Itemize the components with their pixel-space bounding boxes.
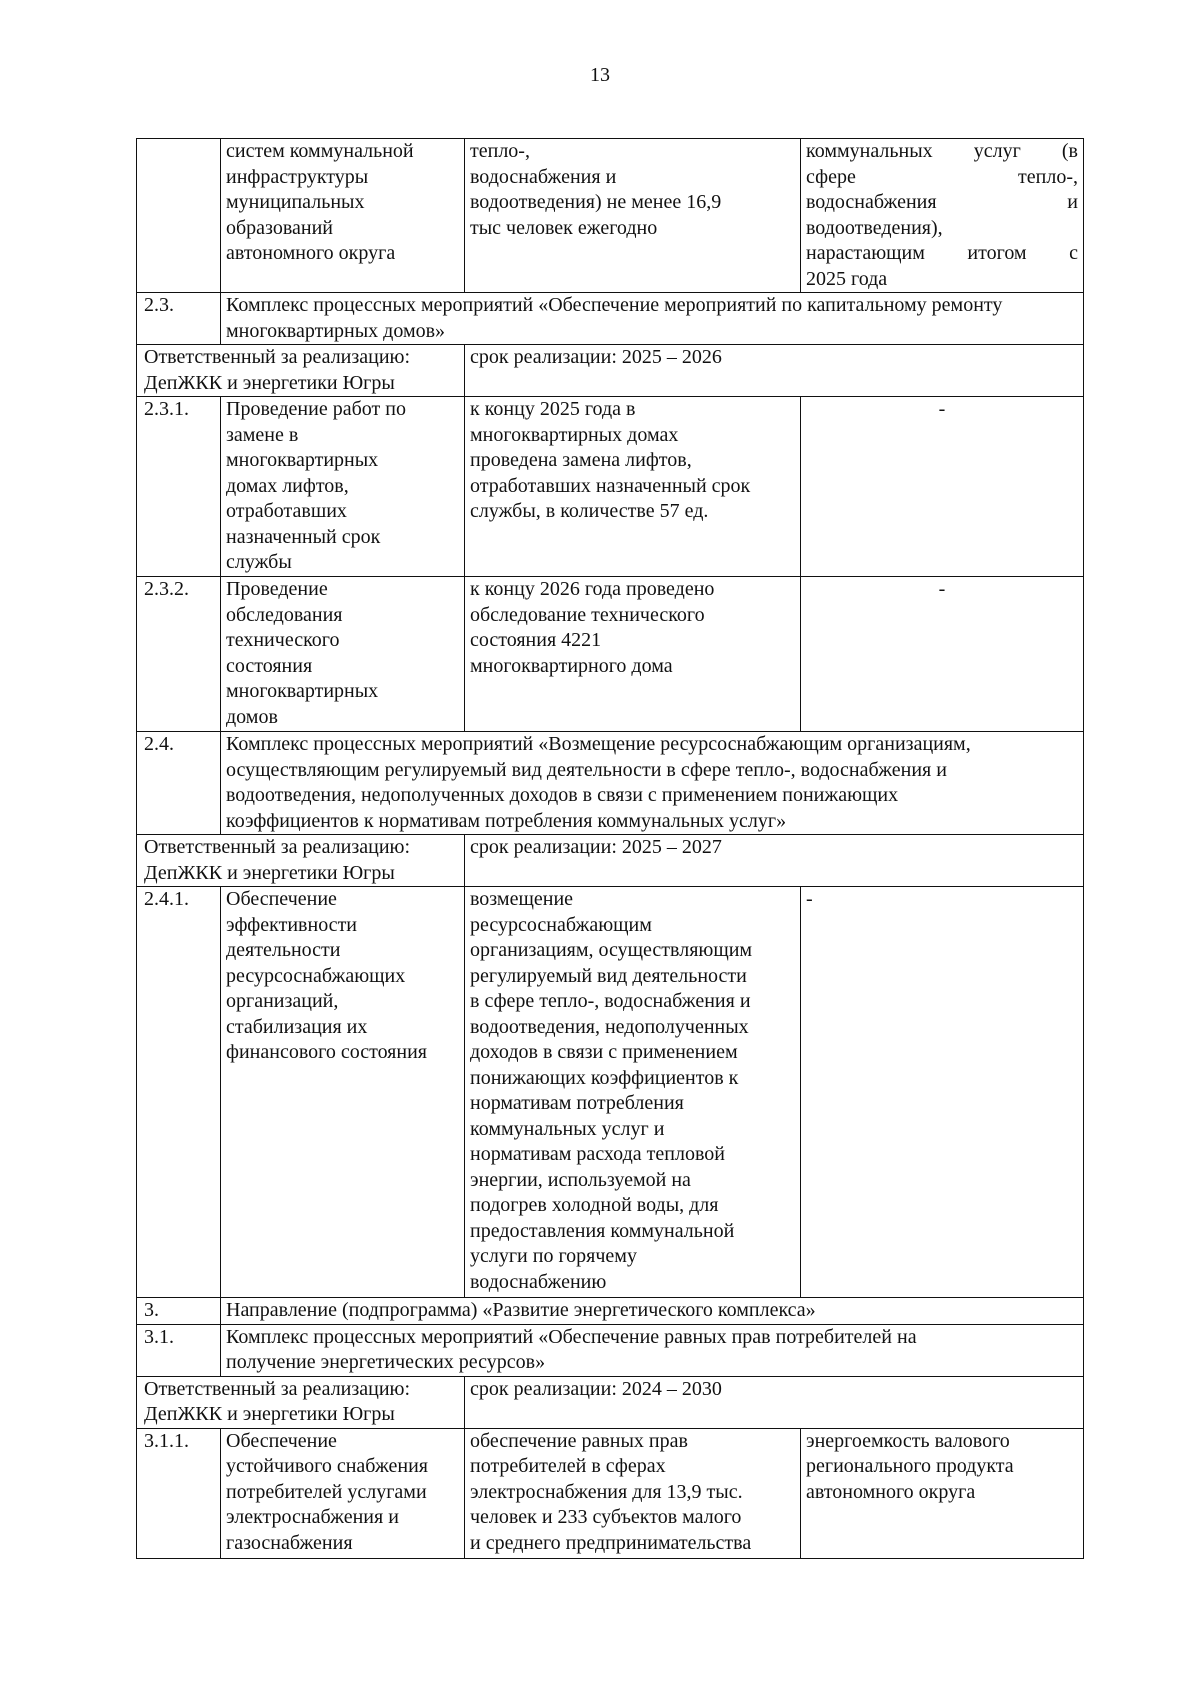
cell-line: систем коммунальной [226,140,414,162]
section-title [221,1324,1084,1376]
cell-line: электроснабжения для 13,9 тыс. [470,1480,743,1503]
cell-line: домах лифтов, [226,474,349,497]
program-table [136,138,1084,1559]
section-number: 3.1. [137,1324,221,1376]
cell-line: водоснабжения и [470,165,617,188]
cell-line: возмещение [470,888,574,910]
section-row [137,732,1084,835]
cell-line: энергоемкость валового [806,1429,1010,1452]
section-row [137,1324,1084,1376]
cell-line: стабилизация их [226,1015,368,1038]
cell-line: осуществляющим регулируемый вид деятельности в сфере тепло-, водоснабжения и [226,758,947,781]
cell-line: инфраструктуры [226,165,369,188]
cell-line: домов [226,705,278,728]
cell-line: нарастающим итогом с [806,242,1078,264]
table-row [137,887,1084,1298]
event-name-cell [221,577,465,732]
cell-line: и среднего предпринимательства [470,1531,752,1554]
event-name-cell [221,1428,465,1558]
event-name-cell [221,397,465,577]
cell-line: службы, в количестве 57 ед. [470,500,709,522]
responsible-row [137,345,1084,397]
responsible-cell [137,1376,465,1428]
section-number: 2.3. [137,293,221,345]
cell-line: Проведение работ по [226,398,406,420]
section-title [221,732,1084,835]
cell-line: деятельности [226,939,341,961]
cell-line: нормативам расхода тепловой [470,1143,725,1165]
cell-line: многоквартирных домах [470,423,679,446]
cell-line: Комплекс процессных мероприятий «Возмещение ресурсоснабжающим организациям, [226,733,971,755]
cell-line: многоквартирных [226,680,379,702]
cell-line: электроснабжения и [226,1506,399,1528]
cell-line: Ответственный за реализацию: [144,346,411,368]
item-number: 2.3.2. [137,577,221,732]
cell-line: человек и 233 субъектов малого [470,1506,742,1528]
cell-line: обследования [226,603,343,626]
cell-line: службы [226,551,292,573]
cell-line: сфере тепло-, [806,165,1078,188]
table-row [137,397,1084,577]
cell-line: предоставления коммунальной [470,1219,735,1242]
cell-line: водоотведения, недополученных [470,1015,749,1038]
cell-line: водоотведения), [806,216,943,239]
section-row [137,293,1084,345]
result-cell [465,577,801,732]
cell-line: организациям, осуществляющим [470,939,753,961]
cell-line: состояния 4221 [470,629,602,651]
cell-line: потребителей в сферах [470,1455,666,1477]
cell-line: коэффициентов к нормативам потребления коммунальных услуг» [226,809,787,832]
cell-line: Ответственный за реализацию: [144,836,411,858]
number-cell [137,139,221,293]
page-number: 13 [590,64,610,86]
table-row [137,577,1084,732]
section-title: Направление (подпрограмма) «Развитие энергетического комплекса» [221,1298,1084,1325]
term-cell: срок реализации: 2025 – 2027 [465,835,1084,887]
cell-line: энергии, используемой на [470,1168,691,1191]
cell-line: отработавших [226,500,347,522]
cell-line: регулируемый вид деятельности [470,964,747,987]
cell-line: Обеспечение [226,1429,337,1452]
cell-line: к концу 2026 года проведено [470,578,715,600]
item-number: 2.3.1. [137,397,221,577]
indicator-cell: - [801,887,1084,1298]
cell-line: водоотведения, недополученных доходов в связи с применением понижающих [226,784,899,806]
cell-line: автономного округа [226,242,396,264]
indicator-cell: - [801,577,1084,732]
responsible-row [137,835,1084,887]
responsible-cell [137,345,465,397]
cell-line: устойчивого снабжения [226,1455,429,1477]
event-name-cell [221,139,465,293]
cell-line: коммунальных услуг (в [806,140,1078,162]
cell-line: водоотведения) не менее 16,9 [470,191,722,213]
result-cell [465,397,801,577]
item-number: 3.1.1. [137,1428,221,1558]
cell-line: ДепЖКК и энергетики Югры [144,371,395,394]
cell-line: Ответственный за реализацию: [144,1377,411,1400]
indicator-cell [801,139,1084,293]
cell-line: многоквартирных [226,449,379,471]
cell-line: ДепЖКК и энергетики Югры [144,861,395,884]
cell-line: назначенный срок [226,525,381,548]
cell-line: получение энергетических ресурсов» [226,1351,546,1373]
cell-line: водоснабжению [470,1270,607,1293]
cell-line: ресурсоснабжающих [226,964,406,987]
cell-line: проведена замена лифтов, [470,449,692,471]
cell-line: организаций, [226,990,339,1012]
cell-line: ДепЖКК и энергетики Югры [144,1403,395,1425]
cell-line: водоснабжения и [806,191,1078,213]
result-cell [465,139,801,293]
cell-line: ресурсоснабжающим [470,913,652,936]
table-row [137,1428,1084,1558]
cell-line: тыс человек ежегодно [470,216,658,239]
cell-line: доходов в связи с применением [470,1041,738,1063]
cell-line: 2025 года [806,267,888,290]
cell-line: подогрев холодной воды, для [470,1194,719,1216]
section-title: Комплекс процессных мероприятий «Обеспечение мероприятий по капитальному ремонту многоквартирных домов» [221,293,1084,345]
section-number: 3. [137,1298,221,1325]
responsible-cell [137,835,465,887]
cell-line: финансового состояния [226,1041,427,1063]
cell-line: многоквартирного дома [470,654,673,677]
cell-line: отработавших назначенный срок [470,474,751,497]
cell-line: тепло-, [470,140,530,162]
cell-line: образований [226,216,334,239]
cell-line: в сфере тепло-, водоснабжения и [470,990,751,1012]
term-cell: срок реализации: 2024 – 2030 [465,1376,1084,1428]
cell-line: Обеспечение [226,888,337,910]
item-number: 2.4.1. [137,887,221,1298]
cell-line: Проведение [226,578,328,600]
cell-line: Комплекс процессных мероприятий «Обеспечение равных прав потребителей на [226,1325,917,1348]
cell-line: к концу 2025 года в [470,398,636,420]
cell-line: технического [226,629,340,651]
cell-line: понижающих коэффициентов к [470,1066,739,1089]
cell-line: замене в [226,423,299,446]
cell-line: коммунальных услуг и [470,1117,665,1140]
responsible-row [137,1376,1084,1428]
cell-line: муниципальных [226,191,365,213]
section-row [137,1298,1084,1325]
cell-line: обследование технического [470,603,705,626]
event-name-cell [221,887,465,1298]
result-cell [465,887,801,1298]
term-cell: срок реализации: 2025 – 2026 [465,345,1084,397]
cell-line: услуги по горячему [470,1245,637,1267]
cell-line: потребителей услугами [226,1480,427,1503]
cell-line: эффективности [226,913,358,936]
indicator-cell [801,1428,1084,1558]
cell-line: автономного округа [806,1480,976,1503]
cell-line: регионального продукта [806,1455,1014,1477]
section-number: 2.4. [137,732,221,835]
indicator-cell: - [801,397,1084,577]
table-row [137,139,1084,293]
cell-line: нормативам потребления [470,1092,684,1114]
cell-line: обеспечение равных прав [470,1429,688,1452]
cell-line: газоснабжения [226,1531,353,1554]
result-cell [465,1428,801,1558]
cell-line: состояния [226,654,313,677]
